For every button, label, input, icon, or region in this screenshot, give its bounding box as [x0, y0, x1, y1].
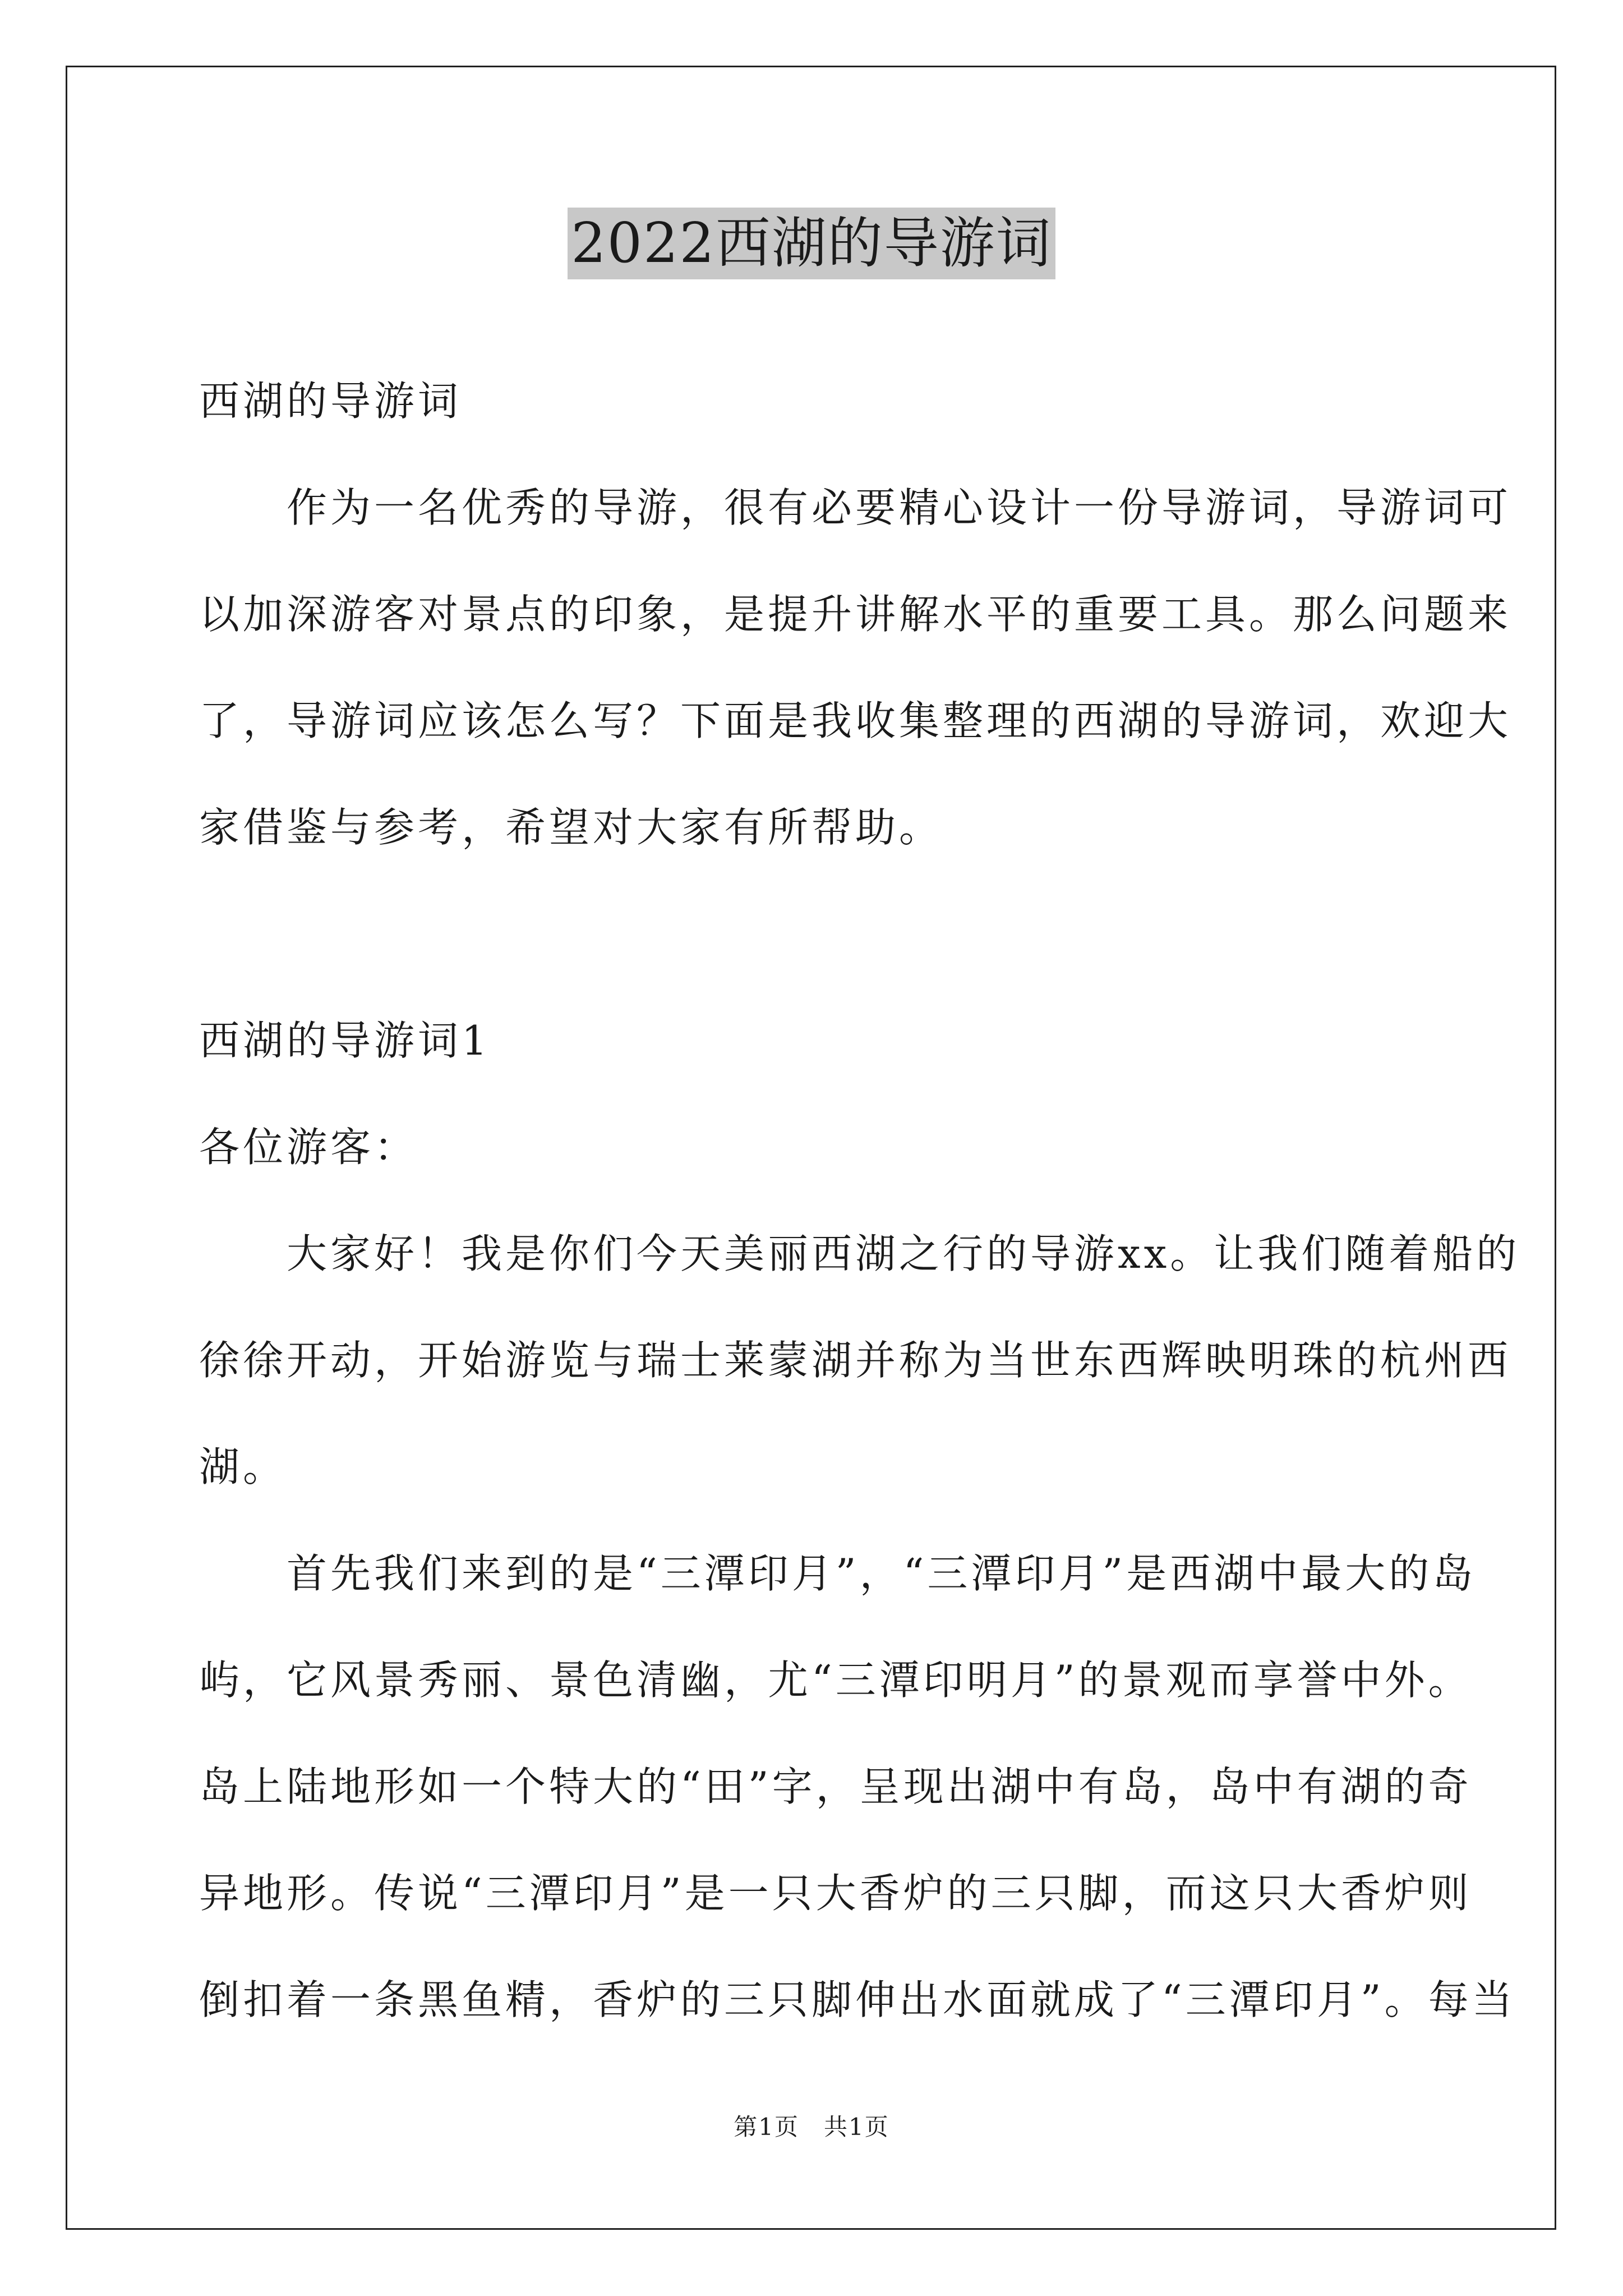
body-line: 作为一名优秀的导游，很有必要精心设计一份导游词，导游词可	[199, 484, 1512, 531]
body-line: 岛上陆地形如一个特大的“田”字，呈现出湖中有岛，岛中有湖的奇	[199, 1763, 1472, 1810]
body-line: 大家好！我是你们今天美丽西湖之行的导游xx。让我们随着船的	[199, 1230, 1520, 1277]
body-line: 屿，它风景秀丽、景色清幽，尤“三潭印明月”的景观而享誉中外。	[199, 1657, 1472, 1704]
section-heading: 西湖的导游词1	[199, 1017, 491, 1064]
body-line: 西湖的导游词	[199, 378, 462, 425]
body-line: 湖。	[199, 1443, 287, 1490]
body-line: 了，导游词应该怎么写？下面是我收集整理的西湖的导游词，欢迎大	[199, 697, 1512, 744]
title-wrap	[0, 208, 1623, 279]
page-footer: 第1页 共1页	[734, 2113, 889, 2141]
body-line: 家借鉴与参考，希望对大家有所帮助。	[199, 804, 943, 851]
body-line: 以加深游客对景点的印象，是提升讲解水平的重要工具。那么问题来	[199, 591, 1512, 638]
body-line: 倒扣着一条黑鱼精，香炉的三只脚伸出水面就成了“三潭印月”。每当	[199, 1976, 1516, 2023]
document-body	[199, 348, 1520, 2053]
body-line: 徐徐开动，开始游览与瑞士莱蒙湖并称为当世东西辉映明珠的杭州西	[199, 1337, 1512, 1384]
document-title: 2022西湖的导游词	[568, 208, 1055, 279]
body-line: 首先我们来到的是“三潭印月”，“三潭印月”是西湖中最大的岛	[199, 1550, 1477, 1597]
body-line-blank	[199, 881, 1433, 987]
body-line: 各位游客：	[199, 1124, 418, 1171]
body-line: 异地形。传说“三潭印月”是一只大香炉的三只脚，而这只大香炉则	[199, 1870, 1472, 1917]
